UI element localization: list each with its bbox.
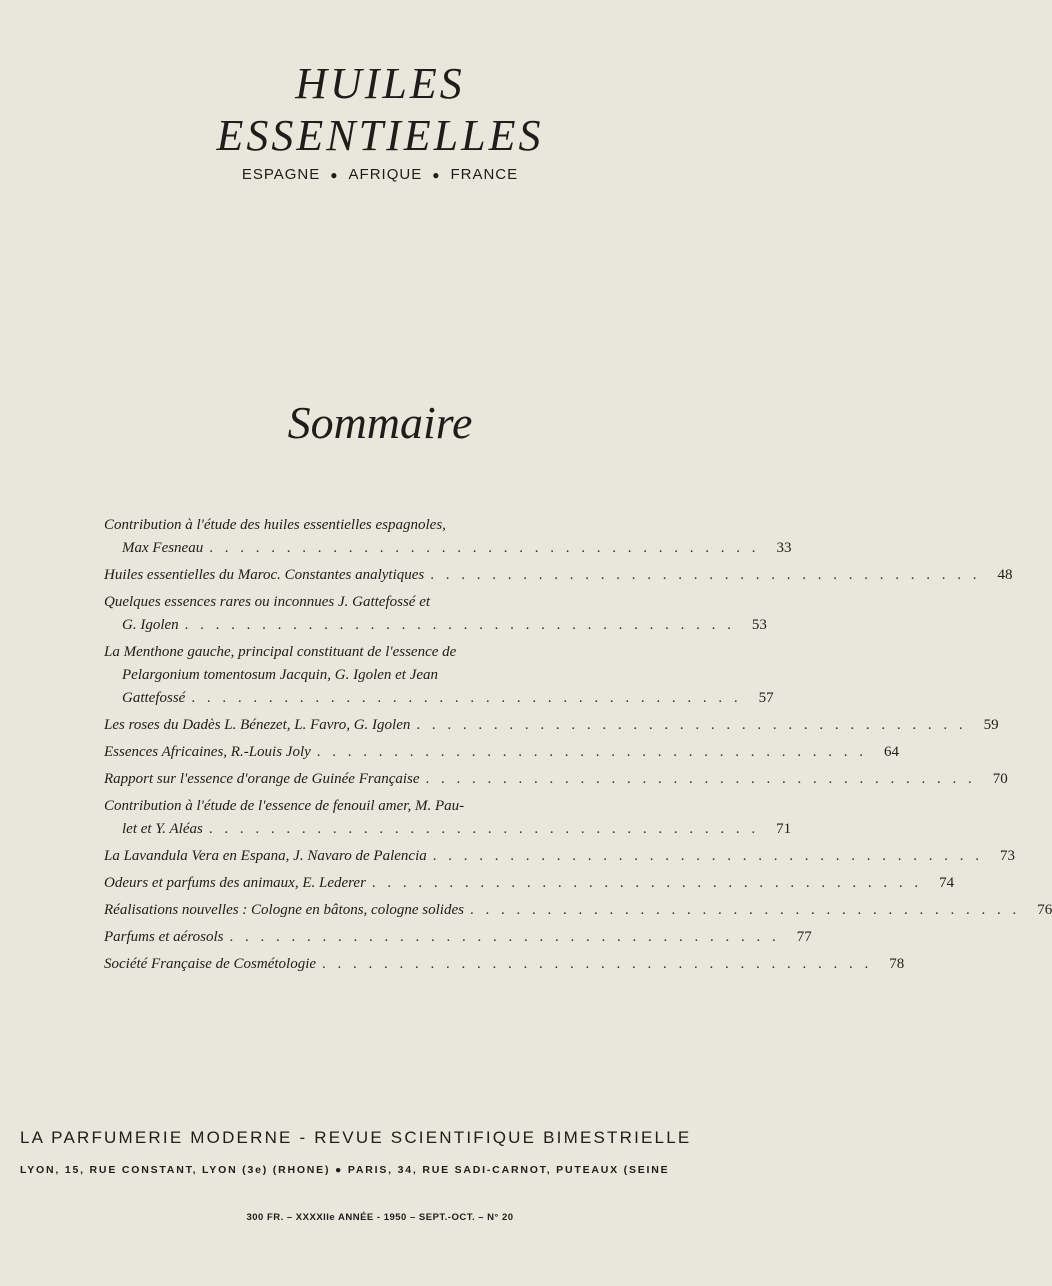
toc-page-number: 70 bbox=[992, 771, 1008, 787]
toc-entry bbox=[104, 795, 792, 841]
dot-leader: . . . . . . . . . . . . . . . . . . . . . . . . . . . . . . . . . . . . bbox=[209, 540, 760, 556]
dot-leader: . . . . . . . . . . . . . . . . . . . . . . . . . . . . . . . . . . . . bbox=[371, 875, 923, 891]
dot-leader: . . . . . . . . . . . . . . . . . . . . . . . . . . . . . . . . . . . . bbox=[416, 717, 967, 733]
dot-leader: . . . . . . . . . . . . . . . . . . . . . . . . . . . . . . . . . . . . bbox=[184, 617, 735, 633]
toc-entry-line bbox=[104, 687, 774, 710]
toc-page-number: 76 bbox=[1037, 902, 1052, 918]
toc-page-number: 59 bbox=[983, 717, 999, 733]
toc-entry-line bbox=[104, 664, 624, 687]
toc-entry-line bbox=[104, 641, 624, 664]
bullet-icon: ● bbox=[432, 168, 441, 182]
toc-page-number: 73 bbox=[999, 848, 1015, 864]
toc-page-number: 53 bbox=[751, 617, 767, 633]
toc-entry-line bbox=[104, 614, 767, 637]
toc-entry-line bbox=[104, 514, 624, 537]
toc-entry-text: Société Française de Cosmétologie bbox=[104, 956, 317, 972]
toc-entry-line bbox=[104, 714, 999, 737]
toc-entry bbox=[104, 899, 1052, 922]
toc-page-number: 57 bbox=[758, 690, 774, 706]
toc-entry-text: Contribution à l'étude des huiles essentielles espagnoles, bbox=[104, 517, 446, 533]
country-afrique: AFRIQUE bbox=[348, 166, 423, 183]
dot-leader: . . . . . . . . . . . . . . . . . . . . . . . . . . . . . . . . . . . . bbox=[469, 902, 1021, 918]
toc-entry-text: Parfums et aérosols bbox=[104, 929, 224, 945]
toc-entry-text: Les roses du Dadès L. Bénezet, L. Favro, G. Igolen bbox=[104, 717, 411, 733]
country-espagne: ESPAGNE bbox=[241, 166, 321, 183]
toc-entry-line bbox=[104, 768, 1008, 791]
toc-entry-line bbox=[104, 872, 955, 895]
toc-entry bbox=[104, 872, 955, 895]
toc-entry bbox=[104, 741, 900, 764]
toc-entry bbox=[104, 768, 1008, 791]
dot-leader: . . . . . . . . . . . . . . . . . . . . . . . . . . . . . . . . . . . . bbox=[322, 956, 873, 972]
toc-page-number: 78 bbox=[889, 956, 905, 972]
dot-leader: . . . . . . . . . . . . . . . . . . . . . . . . . . . . . . . . . . . . bbox=[191, 690, 742, 706]
toc-page-number: 48 bbox=[997, 567, 1013, 583]
toc-page-number: 77 bbox=[796, 929, 812, 945]
dot-leader: . . . . . . . . . . . . . . . . . . . . . . . . . . . . . . . . . . . . bbox=[432, 848, 983, 864]
toc-entry bbox=[104, 564, 1013, 587]
toc-entry-text: Max Fesneau bbox=[122, 540, 204, 556]
toc-entry bbox=[104, 953, 905, 976]
toc-entry-text: G. Igolen bbox=[122, 617, 179, 633]
toc-entry-text: Gattefossé bbox=[122, 690, 186, 706]
country-france: FRANCE bbox=[450, 166, 519, 183]
toc-entry-text: Quelques essences rares ou inconnues J. Gattefossé et bbox=[104, 594, 431, 610]
toc-entry-line bbox=[104, 564, 1013, 587]
countries-line bbox=[0, 166, 760, 183]
table-of-contents bbox=[104, 514, 1052, 980]
toc-entry-text: Pelargonium tomentosum Jacquin, G. Igolen et Jean bbox=[122, 667, 439, 683]
footer-issue-info: 300 FR. – XXXXIIe ANNÉE - 1950 – SEPT.-OCT. – N° 20 bbox=[246, 1212, 514, 1223]
title-line-1: HUILES bbox=[295, 59, 465, 108]
toc-entry bbox=[104, 641, 774, 710]
toc-entry-text: Huiles essentielles du Maroc. Constantes analytiques bbox=[104, 567, 425, 583]
toc-entry-text: La Lavandula Vera en Espana, J. Navaro de Palencia bbox=[104, 848, 427, 864]
toc-page-number: 71 bbox=[776, 821, 792, 837]
footer-publication: LA PARFUMERIE MODERNE - REVUE SCIENTIFIQUE BIMESTRIELLE bbox=[20, 1128, 692, 1147]
bullet-icon: ● bbox=[330, 168, 339, 182]
toc-entry-text: Réalisations nouvelles : Cologne en bâtons, cologne solides bbox=[104, 902, 464, 918]
toc-entry-line bbox=[104, 741, 900, 764]
toc-entry bbox=[104, 591, 767, 637]
toc-entry-line bbox=[104, 537, 792, 560]
toc-entry-line bbox=[104, 795, 624, 818]
toc-entry bbox=[104, 714, 999, 737]
toc-page-number: 74 bbox=[939, 875, 955, 891]
toc-entry bbox=[104, 926, 812, 949]
dot-leader: . . . . . . . . . . . . . . . . . . . . . . . . . . . . . . . . . . . . bbox=[229, 929, 780, 945]
title-line-2: ESSENTIELLES bbox=[216, 111, 544, 160]
toc-entry-text: Contribution à l'étude de l'essence de fenouil amer, M. Pau- bbox=[104, 798, 465, 814]
dot-leader: . . . . . . . . . . . . . . . . . . . . . . . . . . . . . . . . . . . . bbox=[425, 771, 976, 787]
toc-entry-line bbox=[104, 818, 792, 841]
toc-entry-text: Odeurs et parfums des animaux, E. Lederer bbox=[104, 875, 366, 891]
toc-entry bbox=[104, 845, 1015, 868]
dot-leader: . . . . . . . . . . . . . . . . . . . . . . . . . . . . . . . . . . . . bbox=[316, 744, 868, 760]
toc-page-number: 33 bbox=[776, 540, 792, 556]
toc-entry-text: Essences Africaines, R.-Louis Joly bbox=[104, 744, 311, 760]
toc-entry bbox=[104, 514, 792, 560]
dot-leader: . . . . . . . . . . . . . . . . . . . . . . . . . . . . . . . . . . . . bbox=[430, 567, 981, 583]
dot-leader: . . . . . . . . . . . . . . . . . . . . . . . . . . . . . . . . . . . . bbox=[208, 821, 760, 837]
footer-address: LYON, 15, RUE CONSTANT, LYON (3e) (RHONE) ● PARIS, 34, RUE SADI-CARNOT, PUTEAUX (SEINE bbox=[20, 1164, 670, 1176]
sommaire-heading: Sommaire bbox=[287, 397, 473, 448]
toc-page-number: 64 bbox=[884, 744, 900, 760]
toc-entry-line bbox=[104, 926, 812, 949]
toc-entry-line bbox=[104, 591, 624, 614]
toc-entry-text: let et Y. Aléas bbox=[122, 821, 203, 837]
toc-entry-line bbox=[104, 899, 1052, 922]
toc-entry-line bbox=[104, 953, 905, 976]
toc-entry-text: Rapport sur l'essence d'orange de Guinée Française bbox=[104, 771, 420, 787]
toc-entry-line bbox=[104, 845, 1015, 868]
toc-entry-text: La Menthone gauche, principal constituant de l'essence de bbox=[104, 644, 457, 660]
